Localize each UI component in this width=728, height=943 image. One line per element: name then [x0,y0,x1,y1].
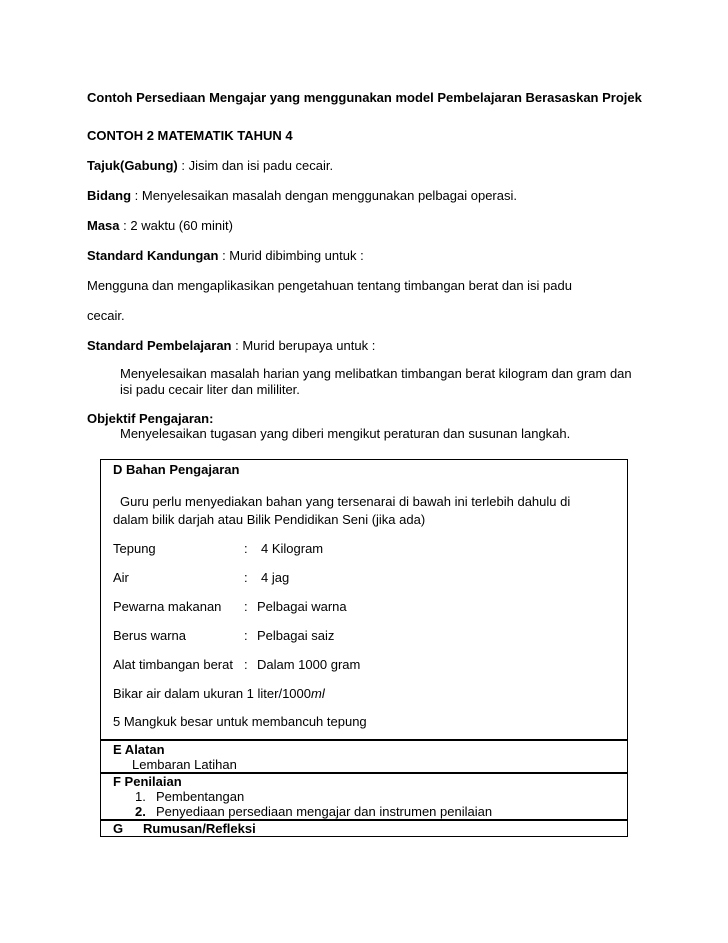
masa-label: Masa [87,218,120,233]
section-d-box [100,459,628,740]
objektif-label: Objektif Pengajaran: [87,411,214,426]
section-e-item: Lembaran Latihan [132,757,237,772]
item-value-air: 4 jag [261,570,290,585]
tajuk-label: Tajuk(Gabung) [87,158,178,173]
standard-kandungan-row [87,248,364,264]
item-name-alat-timbangan: Alat timbangan berat [113,657,233,672]
item-sep: : [244,541,248,556]
standard-pembelajaran-row [87,338,375,354]
section-e-box [100,740,628,773]
section-g-letter: G [113,821,124,836]
section-f-box [100,773,628,820]
section-f-item-2-text: Penyediaan persediaan mengajar dan instrumen penilaian [156,804,493,819]
section-g-heading: Rumusan/Refleksi [143,821,256,836]
item-sep: : [244,628,248,643]
section-e-heading: E Alatan [113,742,165,757]
item-value-tepung: 4 Kilogram [261,541,324,556]
bidang-label: Bidang [87,188,132,203]
item-name-tepung: Tepung [113,541,156,556]
bikar-unit: ml [311,686,325,701]
item-value-alat-timbangan: Dalam 1000 gram [257,657,361,672]
standard-pembelajaran-text-1: Menyelesaikan masalah harian yang melibatkan timbangan berat kilogram dan gram dan [120,366,632,381]
section-f-item-1-num: 1. [135,789,146,804]
item-name-berus: Berus warna [113,628,186,643]
bidang-row [87,188,517,204]
mangkuk-line: 5 Mangkuk besar untuk membancuh tepung [113,714,367,729]
section-f-item-1-text: Pembentangan [156,789,245,804]
standard-kandungan-label: Standard Kandungan [87,248,219,263]
section-d-heading: D Bahan Pengajaran [113,462,240,477]
standard-pembelajaran-label: Standard Pembelajaran [87,338,232,353]
section-f-heading: F Penilaian [113,774,182,789]
section-g-box [100,820,628,837]
bikar-line [113,686,325,702]
standard-kandungan-text-1: Mengguna dan mengaplikasikan pengetahuan tentang timbangan berat dan isi padu [87,278,572,293]
item-value-berus: Pelbagai saiz [257,628,335,643]
document-title: Contoh Persediaan Mengajar yang menggunakan model Pembelajaran Berasaskan Projek [87,90,642,105]
masa-value: : 2 waktu (60 minit) [119,218,233,233]
item-sep: : [244,570,248,585]
section-d-intro-1: Guru perlu menyediakan bahan yang tersenarai di bawah ini terlebih dahulu di [120,494,571,509]
masa-row [87,218,233,234]
bikar-text: Bikar air dalam ukuran 1 liter/1000 [113,686,311,701]
item-sep: : [244,599,248,614]
objektif-text: Menyelesaikan tugasan yang diberi mengikut peraturan dan susunan langkah. [120,426,571,441]
standard-pembelajaran-value: : Murid berupaya untuk : [231,338,376,353]
section-d-intro-2: dalam bilik darjah atau Bilik Pendidikan Seni (jika ada) [113,512,426,527]
standard-kandungan-text-2: cecair. [87,308,125,323]
item-sep: : [244,657,248,672]
item-value-pewarna: Pelbagai warna [257,599,347,614]
standard-kandungan-value: : Murid dibimbing untuk : [218,248,364,263]
tajuk-value: : Jisim dan isi padu cecair. [177,158,334,173]
bidang-value: : Menyelesaikan masalah dengan menggunakan pelbagai operasi. [131,188,517,203]
standard-pembelajaran-text-2: isi padu cecair liter dan mililiter. [120,382,300,397]
section-f-item-2-num: 2. [135,804,146,819]
tajuk-row [87,158,333,174]
document-subtitle: CONTOH 2 MATEMATIK TAHUN 4 [87,128,293,143]
item-name-pewarna: Pewarna makanan [113,599,222,614]
item-name-air: Air [113,570,129,585]
